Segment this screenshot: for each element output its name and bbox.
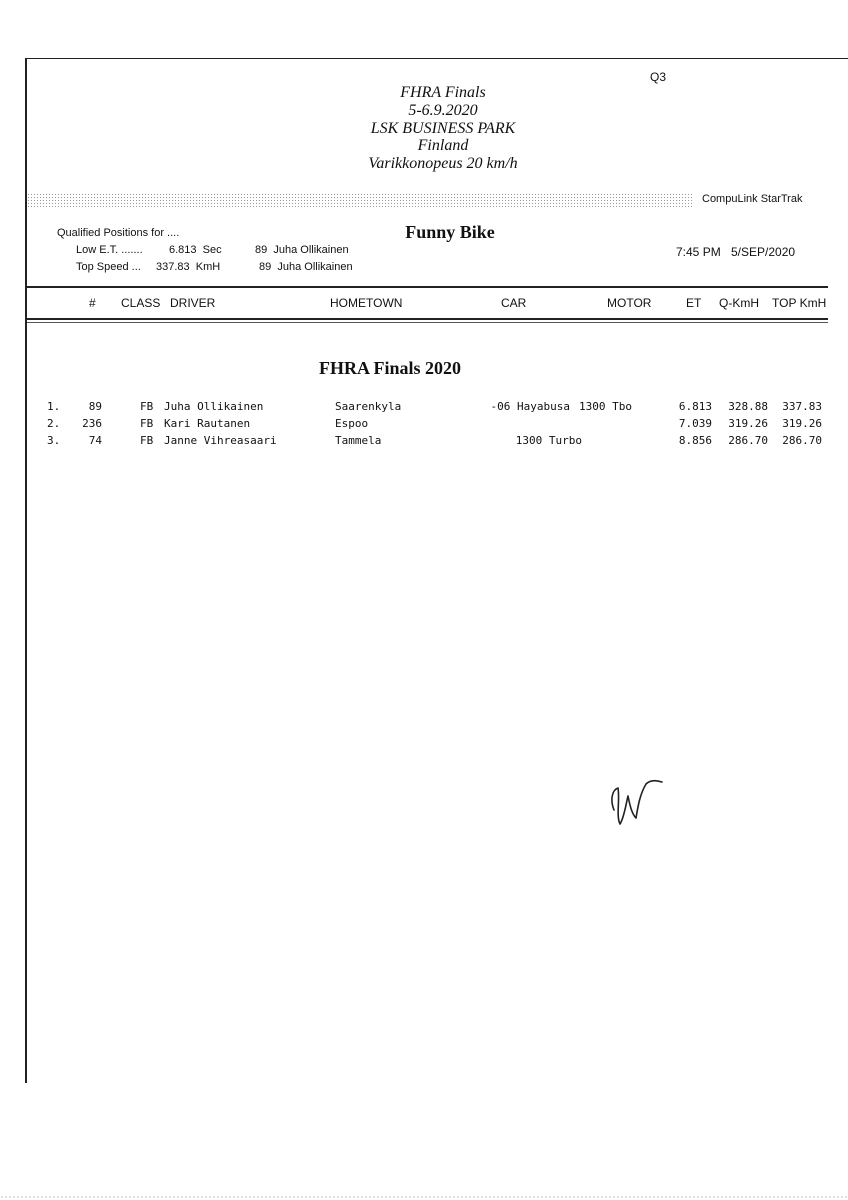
row-top-kmh: 319.26: [782, 417, 822, 430]
page-code: Q3: [650, 70, 667, 84]
signature-mark: [600, 760, 680, 840]
col-et: ET: [686, 296, 702, 310]
row-top-kmh: 337.83: [782, 400, 822, 413]
report-date: 5/SEP/2020: [731, 245, 796, 259]
row-qkmh: 328.88: [728, 400, 768, 413]
bottom-dotted-edge: [0, 1196, 848, 1198]
col-car: CAR: [501, 296, 527, 310]
row-qkmh: 319.26: [728, 417, 768, 430]
col-motor: MOTOR: [607, 296, 652, 310]
col-num: #: [89, 296, 96, 310]
event-dates: 5-6.9.2020: [408, 102, 478, 119]
row-class: FB: [140, 400, 154, 413]
row-driver: Janne Vihreasaari: [164, 434, 277, 447]
row-hometown: Saarenkyla: [335, 400, 402, 413]
header-bottom-thin-rule: [27, 322, 828, 323]
top-speed-value: 337.83 KmH: [156, 261, 221, 273]
row-position: 1.: [47, 400, 61, 413]
frame-top-rule: [25, 58, 848, 59]
event-pit-speed: Varikkonopeus 20 km/h: [368, 155, 518, 172]
qualified-heading: Qualified Positions for ....: [57, 227, 180, 239]
row-number: 236: [82, 417, 102, 430]
row-et: 8.856: [678, 434, 712, 447]
event-venue: LSK BUSINESS PARK: [370, 120, 516, 137]
row-car: 1300 Turbo: [515, 434, 582, 447]
header-bottom-rule: [27, 318, 828, 320]
col-class: CLASS: [121, 296, 161, 310]
section-title: FHRA Finals 2020: [318, 358, 461, 378]
row-motor: 1300 Tbo: [579, 400, 632, 413]
row-car: -06 Hayabusa: [490, 400, 570, 413]
col-driver: DRIVER: [170, 296, 216, 310]
row-number: 89: [88, 400, 102, 413]
row-hometown: Tammela: [335, 434, 382, 447]
top-speed-holder: 89 Juha Ollikainen: [259, 261, 353, 273]
row-qkmh: 286.70: [728, 434, 768, 447]
low-et-holder: 89 Juha Ollikainen: [255, 244, 349, 256]
row-hometown: Espoo: [335, 417, 369, 430]
col-top: TOP KmH: [772, 296, 827, 310]
system-label: CompuLink StarTrak: [702, 193, 803, 205]
low-et-value: 6.813 Sec: [169, 244, 222, 256]
col-hometown: HOMETOWN: [330, 296, 403, 310]
row-class: FB: [140, 417, 154, 430]
col-qkmh: Q-KmH: [719, 296, 759, 310]
frame-left-rule: [25, 58, 27, 1083]
header-top-rule: [27, 286, 828, 288]
event-country: Finland: [417, 137, 469, 154]
low-et-label: Low E.T. .......: [76, 244, 143, 256]
event-name: FHRA Finals: [400, 84, 486, 101]
row-position: 2.: [47, 417, 61, 430]
report-time: 7:45 PM: [676, 245, 721, 259]
dotted-separator: [27, 193, 692, 207]
class-title: Funny Bike: [405, 222, 495, 242]
row-class: FB: [140, 434, 154, 447]
row-et: 6.813: [678, 400, 712, 413]
row-driver: Kari Rautanen: [164, 417, 251, 430]
row-driver: Juha Ollikainen: [164, 400, 264, 413]
row-top-kmh: 286.70: [782, 434, 822, 447]
row-position: 3.: [47, 434, 61, 447]
row-et: 7.039: [678, 417, 712, 430]
top-speed-label: Top Speed ...: [76, 261, 141, 273]
row-number: 74: [88, 434, 102, 447]
